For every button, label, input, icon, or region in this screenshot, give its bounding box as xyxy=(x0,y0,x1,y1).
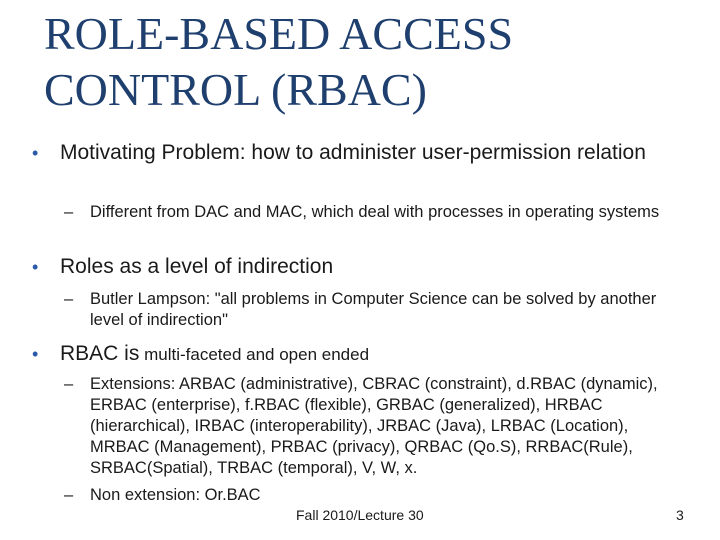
bullet-item xyxy=(32,254,700,280)
sub-bullet-text: Non extension: Or.BAC xyxy=(90,486,261,504)
dash-icon: – xyxy=(64,375,74,393)
slide-title: ROLE-BASED ACCESS CONTROL (RBAC) xyxy=(44,8,514,115)
footer-text: Fall 2010/Lecture 30 xyxy=(296,507,424,523)
bullet-text-large: RBAC is xyxy=(60,342,140,365)
sub-bullet-text: Different from DAC and MAC, which deal with processes in operating systems xyxy=(90,203,660,221)
sub-bullet-text: Extensions: ARBAC (administrative), CBRAC (constraint), d.RBAC (dynamic), ERBAC (enterprise), f.RBAC (flexible), GRBAC (generalized), HRBAC (hierarchical), IRBAC (interoperability), JRBAC (Java), LRBAC (Location), MRBAC (Management), PRBAC (privacy), QRBAC (Qo.S), RRBAC(Rule), SRBAC(Spatial), TRBAC (temporal), V, W, x. xyxy=(90,375,658,477)
sub-bullet-item xyxy=(64,374,680,479)
dash-icon: – xyxy=(64,486,74,504)
sub-bullet-item xyxy=(64,289,690,331)
sub-bullet-item xyxy=(64,485,690,506)
page-number: 3 xyxy=(676,507,684,523)
bullet-dot-icon: • xyxy=(32,257,39,277)
dash-icon: – xyxy=(64,290,74,308)
bullet-dot-icon: • xyxy=(32,143,39,163)
sub-bullet-item xyxy=(64,202,690,223)
bullet-item xyxy=(32,341,700,368)
bullet-text-small: multi-faceted and open ended xyxy=(139,345,370,364)
dash-icon: – xyxy=(64,203,74,221)
bullet-text: Motivating Problem: how to administer user-permission relation xyxy=(60,141,646,164)
bullet-dot-icon: • xyxy=(32,344,39,364)
bullet-item xyxy=(32,140,700,166)
sub-bullet-text: Butler Lampson: "all problems in Computer Science can be solved by another level of indirection" xyxy=(90,290,657,329)
bullet-text: Roles as a level of indirection xyxy=(60,255,334,278)
